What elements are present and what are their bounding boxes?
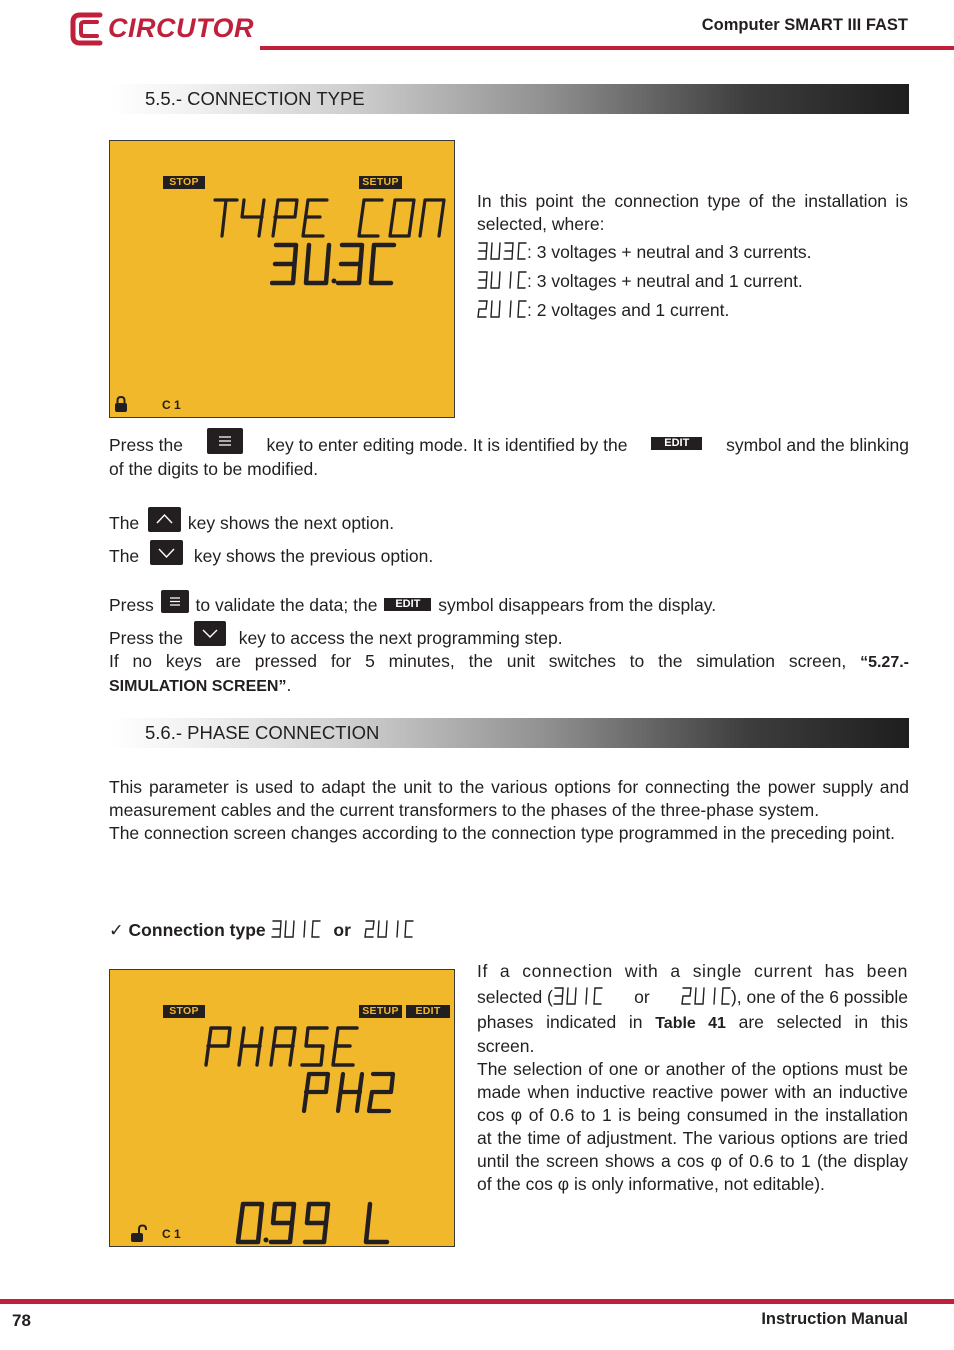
setup-indicator-2: SETUP xyxy=(359,1005,402,1018)
channel-indicator: C 1 xyxy=(162,398,181,412)
lcd-text-cosphi-value xyxy=(234,1201,394,1245)
lock-closed-icon xyxy=(114,395,128,413)
seg-code-2u1c-heading xyxy=(364,920,414,938)
para-phase-purpose: This parameter is used to adapt the unit to the various options for connecting the power supply and measurement cables and the current transformers to the phases of the three-phase system. The connection screen changes according to the connection type programmed in the preceding point. xyxy=(109,777,909,843)
section-header-phase-connection xyxy=(109,718,909,748)
lock-open-icon xyxy=(130,1224,148,1244)
section-title-2: 5.6.- PHASE CONNECTION xyxy=(145,722,380,743)
option-2u1c: : 2 voltages and 1 current. xyxy=(477,299,908,328)
phase-description: If a connection with a single current has been selected ( or ), one of the 6 possible phases indicated in Table 41 are selected in this screen. The selection of one or another of the options must be made when inductive reactive power with an inductive cos φ of 0.6 to 1 is being consumed in the installation at the time of adjustment. The various options are tried until the screen shows a cos φ of 0.6 to 1 (the display of the cos φ is only informative, not editable). xyxy=(477,961,909,1194)
edit-symbol: EDIT xyxy=(651,437,702,450)
stop-indicator-2: STOP xyxy=(163,1005,205,1018)
para-edit-mode: Press the key to enter editing mode. It is identified by the EDIT symbol and the blinking of the digits to be modified. xyxy=(109,432,909,481)
seg-code-2u1c-inline xyxy=(681,987,731,1005)
stop-indicator: STOP xyxy=(163,176,205,189)
lcd-text-connection-value xyxy=(270,241,400,287)
seg-code-3u1c-inline xyxy=(553,987,603,1005)
ref-link-start: “5.27.- xyxy=(860,654,909,671)
option-list xyxy=(477,241,908,328)
down-key-icon xyxy=(150,540,183,565)
footer-rule xyxy=(0,1299,954,1304)
option-3u1c: : 3 voltages + neutral and 1 current. xyxy=(477,270,908,299)
menu-key-icon-2 xyxy=(161,590,189,613)
seg-code-3u1c-heading xyxy=(271,920,321,938)
para-up-key: The key shows the next option. xyxy=(109,512,909,537)
lcd-display-connection-type xyxy=(109,140,455,418)
para-timeout: If no keys are pressed for 5 minutes, the unit switches to the simulation screen, “5.27.- SIMULATION SCREEN”. xyxy=(109,651,909,695)
manual-title: Instruction Manual xyxy=(761,1310,908,1328)
section-header-connection-type xyxy=(109,84,909,114)
seg-code-3u1c xyxy=(477,271,527,289)
header-rule xyxy=(260,46,954,50)
setup-indicator: SETUP xyxy=(359,176,402,189)
para-next-step: Press the key to access the next programming step. xyxy=(109,627,909,652)
up-key-icon xyxy=(148,507,181,532)
intro-text: In this point the connection type of the installation is selected, where: xyxy=(477,191,908,234)
channel-indicator-2: C 1 xyxy=(162,1227,181,1241)
lcd-text-phase-value xyxy=(300,1070,400,1114)
lcd-text-type-con xyxy=(207,197,452,239)
product-name: Computer SMART III FAST xyxy=(701,16,908,34)
para-down-key: The key shows the previous option. xyxy=(109,545,909,570)
edit-tail-1: symbol and the blinking xyxy=(726,434,909,455)
edit-tail-2: of the digits to be modified. xyxy=(109,459,319,479)
option-3u3c: : 3 voltages + neutral and 3 currents. xyxy=(477,241,908,270)
seg-code-3u3c xyxy=(477,242,527,260)
lcd-display-phase xyxy=(109,969,455,1247)
down-key-icon-2 xyxy=(194,621,226,646)
connection-type-heading: ✓ Connection type or xyxy=(109,919,709,942)
brand-name: CIRCUTOR xyxy=(108,13,255,43)
section-title: 5.5.- CONNECTION TYPE xyxy=(145,88,365,109)
edit-indicator: EDIT xyxy=(406,1005,450,1018)
check-icon: ✓ xyxy=(109,920,124,940)
ref-link-end: SIMULATION SCREEN” xyxy=(109,678,287,695)
brand-logo xyxy=(70,10,255,48)
edit-symbol-2: EDIT xyxy=(384,598,431,611)
menu-key-icon xyxy=(207,428,243,454)
table-ref: Table 41 xyxy=(655,1015,726,1032)
seg-code-2u1c xyxy=(477,300,527,318)
page-number: 78 xyxy=(12,1311,31,1330)
lcd-text-phase xyxy=(202,1024,362,1068)
circutor-logo-icon xyxy=(70,11,104,47)
para-validate: Press to validate the data; the EDIT symbol disappears from the display. xyxy=(109,594,909,618)
